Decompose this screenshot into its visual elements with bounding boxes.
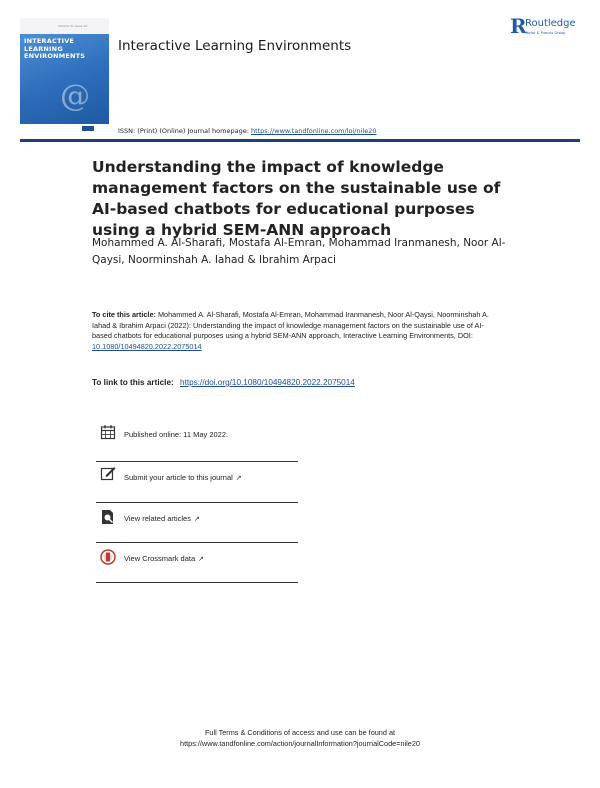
publisher-logo-icon xyxy=(82,126,94,131)
routledge-logo xyxy=(510,16,586,40)
submit-article-row[interactable] xyxy=(96,463,298,503)
issn-line xyxy=(118,127,376,135)
citation-block xyxy=(92,310,502,353)
article-doi-url[interactable]: https://doi.org/10.1080/10494820.2022.2075014 xyxy=(180,378,355,387)
search-document-icon xyxy=(100,509,116,525)
footer-line-1: Full Terms & Conditions of access and use can be found at xyxy=(204,728,396,737)
cover-title: INTERACTIVE LEARNING ENVIRONMENTS xyxy=(24,37,86,60)
article-link-line xyxy=(92,378,355,387)
cover-artwork xyxy=(20,34,109,124)
divider xyxy=(96,582,298,584)
cover-volume-text: Volume 31 Issue 10 xyxy=(58,24,88,28)
at-sign-icon: @ xyxy=(60,79,90,114)
header-rule xyxy=(20,139,580,142)
article-title: Understanding the impact of knowledge management factors on the sustainable use of AI-based chatbots for educational purposes using a hybrid SEM-ANN approach xyxy=(92,158,501,239)
publisher-subtitle: Taylor & Francis Group xyxy=(525,31,566,35)
crossmark-row[interactable] xyxy=(96,543,298,583)
related-articles-label: View related articles xyxy=(124,514,191,523)
journal-cover xyxy=(20,18,109,133)
footer-terms xyxy=(0,727,600,749)
footer-terms-link[interactable]: https://www.tandfonline.com/action/journalInformation?journalCode=nile20 xyxy=(180,739,420,748)
issn-prefix: ISSN: (Print) (Online) Journal homepage: xyxy=(118,127,251,135)
calendar-icon xyxy=(100,424,116,440)
crossmark-link[interactable] xyxy=(124,554,204,563)
cover-header-strip xyxy=(20,18,109,34)
doi-link[interactable]: 10.1080/10494820.2022.2075014 xyxy=(92,342,202,352)
submit-article-label: Submit your article to this journal xyxy=(124,473,233,482)
published-date: Published online: 11 May 2022. xyxy=(124,430,229,439)
divider xyxy=(96,461,298,463)
external-link-icon: ↗ xyxy=(193,516,200,523)
cite-label: To cite this article: xyxy=(92,310,156,319)
related-articles-row[interactable] xyxy=(96,503,298,543)
routledge-r-icon: R xyxy=(510,14,527,38)
related-articles-link[interactable] xyxy=(124,514,200,523)
external-link-icon: ↗ xyxy=(235,475,242,482)
publisher-name: Routledge xyxy=(525,18,576,29)
submit-article-link[interactable] xyxy=(124,473,242,482)
journal-name: Interactive Learning Environments xyxy=(118,38,352,54)
edit-icon xyxy=(100,465,116,481)
cite-text: Mohammed A. Al-Sharafi, Mostafa Al-Emran, Mohammad Iranmanesh, Noor Al-Qaysi, Noorminshah A. Iahad & Ibrahim Arpaci (2022): Understanding the impact of knowledge management factors on the sustainable use of AI-based chatbots for educational purposes using a hybrid SEM-ANN approach, Interactive Learning Environments, DOI: xyxy=(92,310,489,341)
crossmark-label: View Crossmark data xyxy=(124,554,196,563)
journal-homepage-link[interactable]: https://www.tandfonline.com/loi/nile20 xyxy=(250,127,377,135)
crossmark-icon xyxy=(100,549,116,565)
published-row xyxy=(96,422,298,462)
external-link-icon: ↗ xyxy=(198,556,205,563)
link-label: To link to this article: xyxy=(92,378,177,387)
article-authors: Mohammed A. Al-Sharafi, Mostafa Al-Emran, Mohammad Iranmanesh, Noor Al-Qaysi, Noorminshah A. Iahad & Ibrahim Arpaci xyxy=(92,237,506,266)
